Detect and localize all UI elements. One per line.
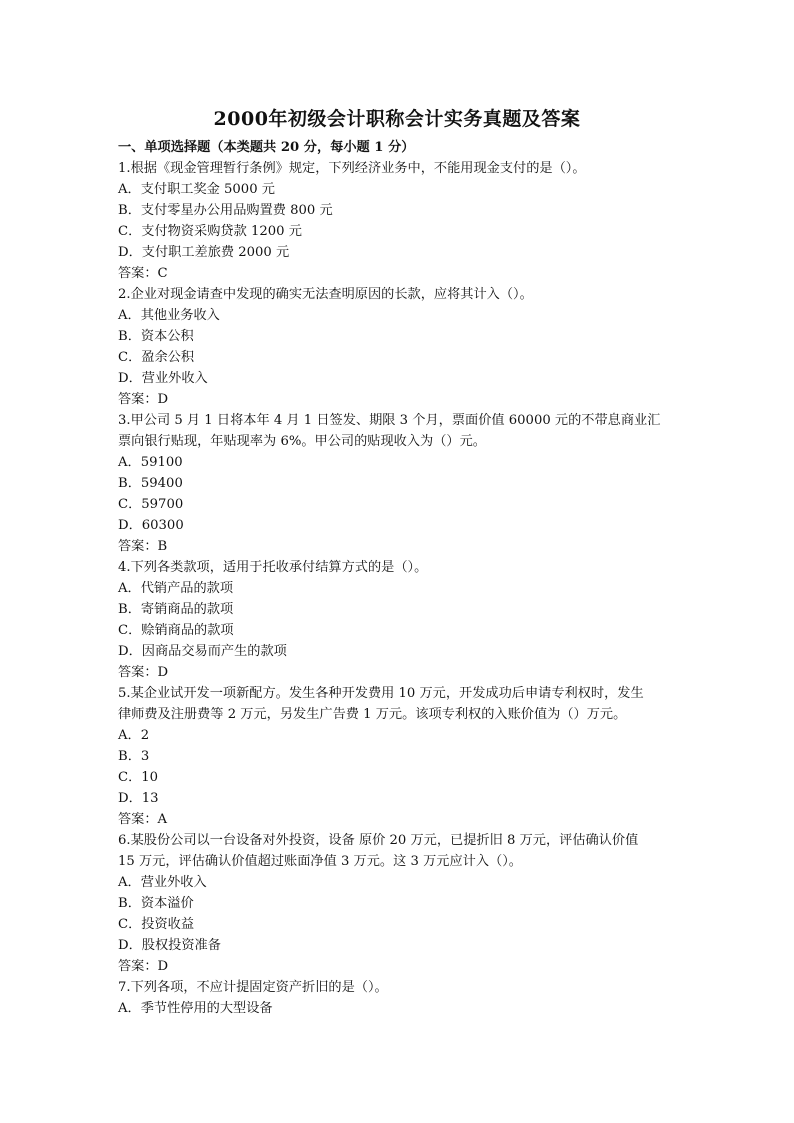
option-c: C．赊销商品的款项 — [118, 623, 234, 638]
question-stem: 5.某企业试开发一项新配方。发生各种开发费用 10 万元，开发成功后申请专利权时，发生 — [118, 686, 644, 701]
question-block — [118, 977, 678, 1019]
option-d: D．60300 — [118, 518, 184, 533]
question-stem: 6.某股份公司以一台设备对外投资，设备 原价 20 万元，已提折旧 8 万元，评估确认价值 — [118, 833, 639, 848]
answer-line: 答案：C — [118, 266, 168, 281]
option-b: B．3 — [118, 749, 150, 764]
question-stem: 7.下列各项，不应计提固定资产折旧的是（）。 — [118, 980, 388, 995]
option-b: B．支付零星办公用品购置费 800 元 — [118, 203, 333, 218]
document-body — [118, 137, 678, 1019]
option-d: D．营业外收入 — [118, 371, 208, 386]
question-stem: 1.根据《现金管理暂行条例》规定，下列经济业务中，不能用现金支付的是（）。 — [118, 161, 586, 176]
answer-line: 答案：D — [118, 959, 169, 974]
answer-line: 答案：D — [118, 392, 169, 407]
section-heading: 一、单项选择题（本类题共 20 分，每小题 1 分） — [118, 140, 415, 155]
option-b: B．寄销商品的款项 — [118, 602, 234, 617]
option-d: D．13 — [118, 791, 159, 806]
question-stem: 4.下列各类款项，适用于托收承付结算方式的是（）。 — [118, 560, 428, 575]
question-block — [118, 557, 678, 683]
option-d: D．因商品交易而产生的款项 — [118, 644, 287, 659]
option-a: A．其他业务收入 — [118, 308, 220, 323]
option-d: D．支付职工差旅费 2000 元 — [118, 245, 290, 260]
option-b: B．资本溢价 — [118, 896, 194, 911]
option-a: A．营业外收入 — [118, 875, 207, 890]
question-stem: 2.企业对现金请查中发现的确实无法查明原因的长款，应将其计入（）。 — [118, 287, 533, 302]
option-a: A．59100 — [118, 455, 183, 470]
question-stem: 3.甲公司 5 月 1 日将本年 4 月 1 日签发、期限 3 个月，票面价值 60000 元的不带息商业汇 — [118, 413, 661, 428]
answer-line: 答案：D — [118, 665, 169, 680]
option-a: A．支付职工奖金 5000 元 — [118, 182, 275, 197]
option-b: B．59400 — [118, 476, 183, 491]
question-block — [118, 683, 678, 830]
option-c: C．盈余公积 — [118, 350, 195, 365]
option-a: A．季节性停用的大型设备 — [118, 1001, 273, 1016]
option-d: D．股权投资准备 — [118, 938, 221, 953]
question-block — [118, 284, 678, 410]
document-title: 2000年初级会计职称会计实务真题及答案 — [213, 108, 581, 130]
answer-line: 答案：B — [118, 539, 168, 554]
question-block — [118, 158, 678, 284]
question-stem-continued: 律师费及注册费等 2 万元，另发生广告费 1 万元。该项专利权的入账价值为（）万元。 — [118, 707, 627, 722]
option-c: C．59700 — [118, 497, 184, 512]
question-stem-continued: 15 万元，评估确认价值超过账面净值 3 万元。这 3 万元应计入（）。 — [118, 854, 522, 869]
option-c: C．10 — [118, 770, 159, 785]
option-a: A．代销产品的款项 — [118, 581, 234, 596]
option-c: C．投资收益 — [118, 917, 195, 932]
question-block — [118, 830, 678, 977]
option-b: B．资本公积 — [118, 329, 194, 344]
answer-line: 答案：A — [118, 812, 168, 827]
option-c: C．支付物资采购贷款 1200 元 — [118, 224, 302, 239]
question-stem-continued: 票向银行贴现，年贴现率为 6%。甲公司的贴现收入为（）元。 — [118, 434, 486, 449]
question-block — [118, 410, 678, 557]
option-a: A．2 — [118, 728, 150, 743]
